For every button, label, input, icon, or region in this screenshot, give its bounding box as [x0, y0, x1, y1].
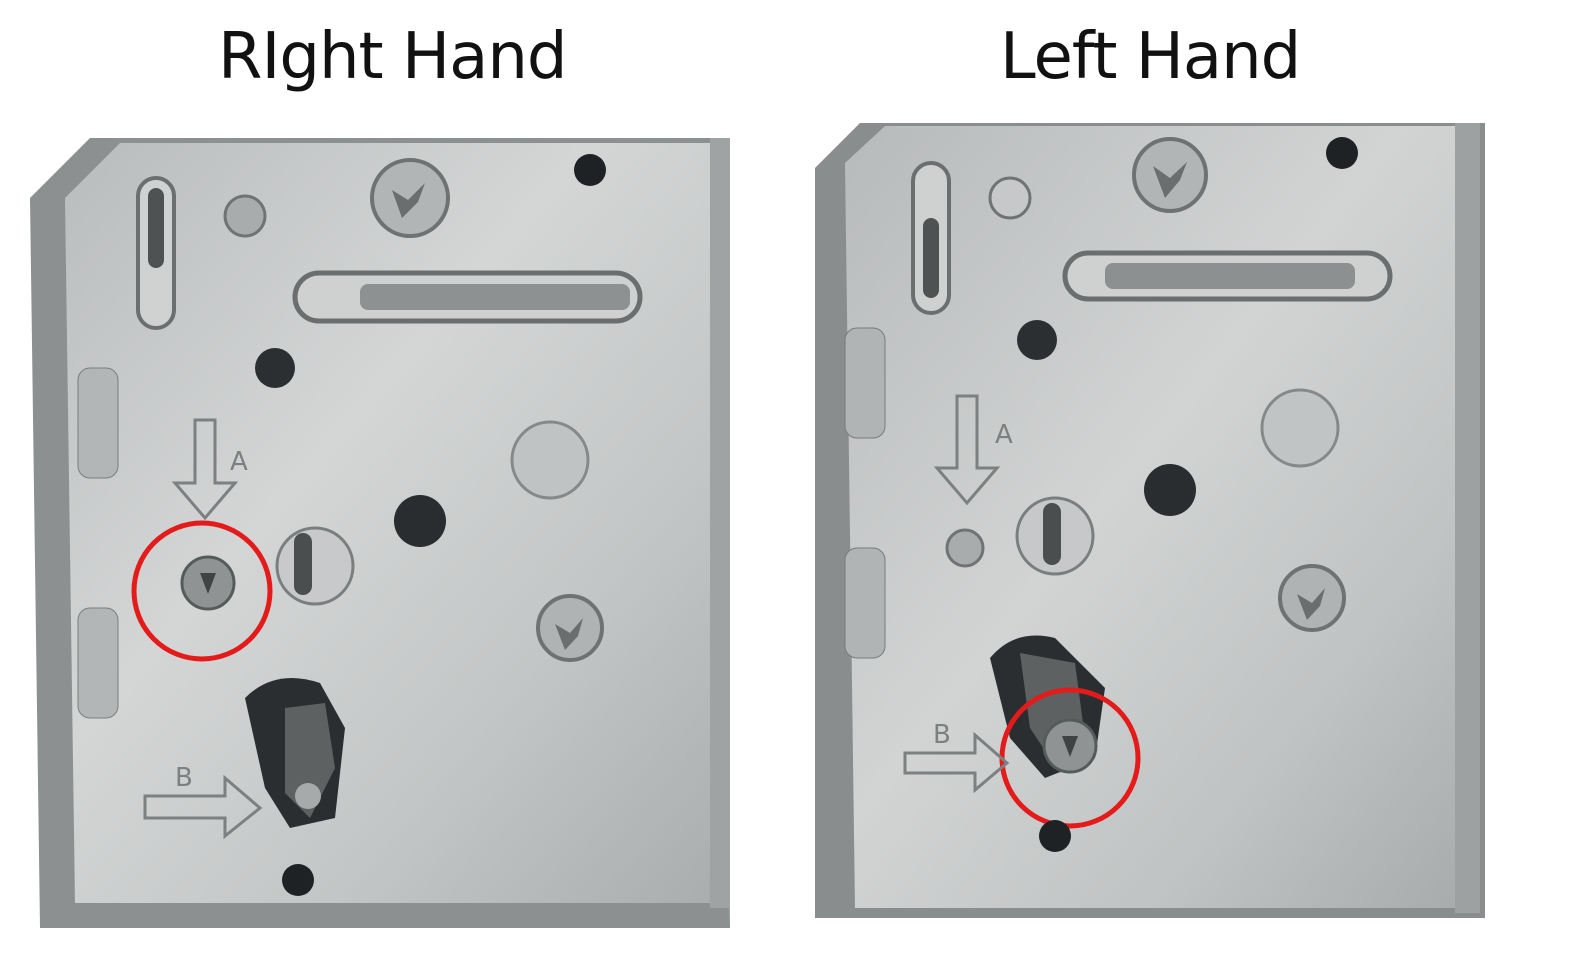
cam-slot [1043, 503, 1061, 565]
left-hand-lock-photo [815, 118, 1505, 923]
arrow-a-label: A [995, 420, 1013, 450]
arrow-b-label: B [933, 720, 951, 750]
slot-latch [1105, 263, 1355, 289]
mounting-hole [574, 154, 606, 186]
hole [394, 495, 446, 547]
mounting-hole [1039, 820, 1071, 852]
slot-hole [923, 218, 939, 298]
lock-edge-strip [710, 138, 730, 908]
lock-edge-strip [1455, 123, 1480, 913]
large-plug [512, 422, 588, 498]
right-hand-lock-photo [30, 128, 745, 933]
slot-hole [148, 188, 164, 268]
mounting-hole [282, 864, 314, 896]
mounting-hole [1326, 137, 1358, 169]
right-hand-title: RIght Hand [218, 20, 567, 94]
rivet [990, 178, 1030, 218]
latch-pin [295, 783, 321, 809]
tri-screw [1280, 566, 1344, 630]
rivet [947, 530, 983, 566]
hole [1017, 320, 1057, 360]
cam-slot [294, 533, 312, 595]
left-hand-title: Left Hand [1000, 20, 1301, 94]
arrow-a-label: A [230, 447, 248, 477]
rivet [225, 196, 265, 236]
tri-screw [538, 596, 602, 660]
cam-disc [277, 528, 353, 604]
arrow-b-label: B [175, 763, 193, 793]
hole [255, 348, 295, 388]
edge-bump [78, 368, 118, 478]
slot-latch [360, 284, 630, 310]
hole [1144, 464, 1196, 516]
large-plug [1262, 390, 1338, 466]
tri-screw [1134, 139, 1206, 211]
edge-bump [78, 608, 118, 718]
edge-bump [845, 548, 885, 658]
edge-bump [845, 328, 885, 438]
